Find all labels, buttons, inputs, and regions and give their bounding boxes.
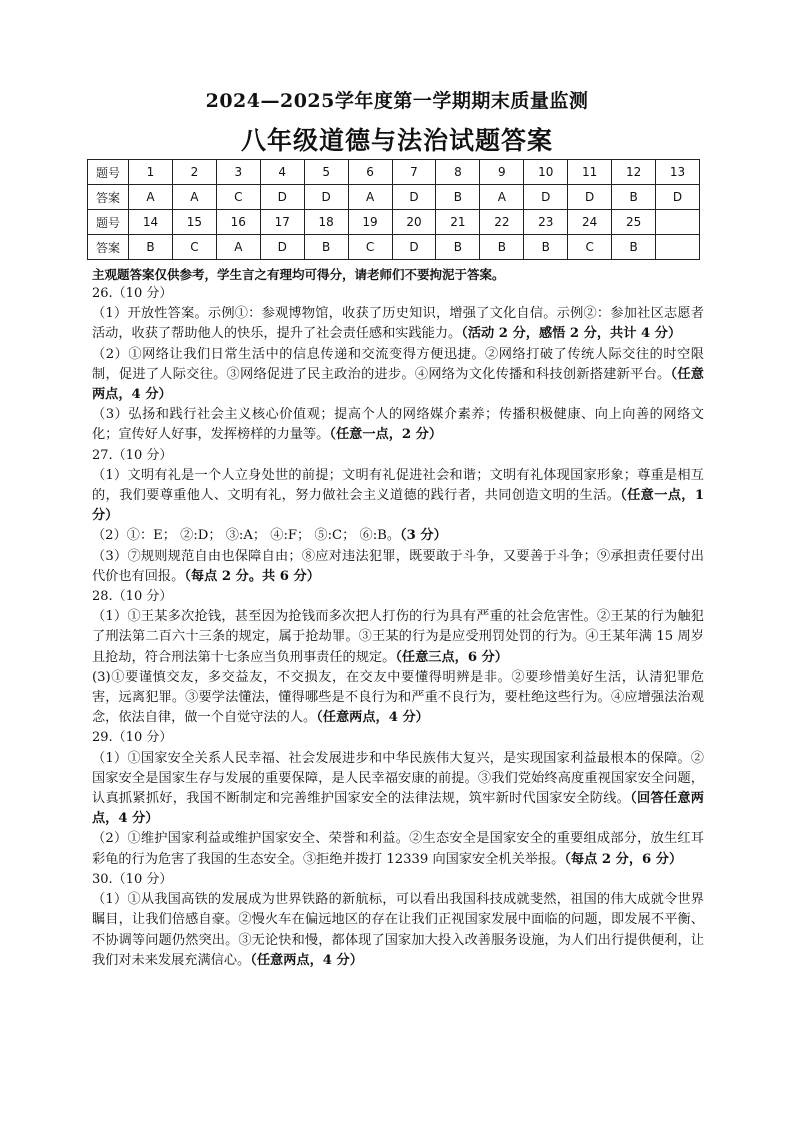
answer-cell: A (216, 235, 260, 260)
score-note: （任意一点，2 分） (329, 427, 443, 443)
answer-paragraph (92, 547, 704, 587)
answer-paragraph (92, 890, 704, 971)
answer-paragraph (92, 829, 704, 869)
question-number: 19 (348, 210, 392, 235)
answer-cell: B (524, 235, 568, 260)
answer-text: （1）①从我国高铁的发展成为世界铁路的新航标，可以看出我国科技成就斐然，祖国的伟大成就令世界瞩目，让我们倍感自豪。②慢火车在偏远地区的存在让我们正视国家发展中面临的问题，即发展不平衡、不协调等问题仍然突出。③无论快和慢，都体现了国家加大投入改善服务设施，为人们出行提供便利，让我们对未来发展充满信心。 (92, 892, 704, 968)
question-number: 7 (392, 160, 436, 185)
answer-paragraph (92, 607, 704, 668)
table-row-numbers-1 (88, 160, 700, 185)
answer-key-title: 八年级道德与法治试题答案 (240, 126, 553, 155)
answer-cell: D (392, 235, 436, 260)
question-heading: 30.（10 分） (92, 871, 173, 887)
answer-text: （1）①国家安全关系人民幸福、社会发展进步和中华民族伟大复兴，是实现国家利益最根本的保障。②国家安全是国家生存与发展的重要保障，是人民幸福安康的前提。③我们党始终高度重视国家安全问题，认真抓紧抓好，我国不断制定和完善维护国家安全的法律法规，筑牢新时代国家安全防线。 (92, 750, 704, 807)
empty-cell (656, 210, 700, 235)
answer-cell: D (524, 185, 568, 210)
subjective-answers (92, 284, 704, 971)
answer-text: （2）①维护国家利益或维护国家安全、荣誉和利益。②生态安全是国家安全的重要组成部分，放生红耳彩龟的行为危害了我国的生态安全。③拒绝并拨打 12339 向国家安全机关举报。 (92, 831, 704, 867)
question-number: 13 (656, 160, 700, 185)
objective-answer-table (87, 159, 700, 260)
question-number: 20 (392, 210, 436, 235)
answer-cell: B (480, 235, 524, 260)
table-row-numbers-2 (88, 210, 700, 235)
answer-cell: C (568, 235, 612, 260)
question-number: 24 (568, 210, 612, 235)
answer-cell: C (216, 185, 260, 210)
row-label: 题号 (88, 210, 129, 235)
empty-cell (656, 235, 700, 260)
answer-text: （1）文明有礼是一个人立身处世的前提；文明有礼促进社会和谐；文明有礼体现国家形象；尊重是相互的，我们要尊重他人、文明有礼，努力做社会主义道德的践行者，共同创造文明的生活。 (92, 467, 704, 504)
answer-text: (3)①要谨慎交友，多交益友，不交损友，在交友中要懂得明辨是非。②要珍惜美好生活，认清犯罪危害，远离犯罪。③要学法懂法，懂得哪些是不良行为和严重不良行为，要杜绝这些行为。④应增强法治观念，依法自律，做一个自觉守法的人。 (92, 669, 704, 726)
question-number: 12 (612, 160, 656, 185)
answer-cell: C (172, 235, 216, 260)
row-label: 答案 (88, 185, 129, 210)
row-label: 答案 (88, 235, 129, 260)
grading-notice: 主观题答案仅供参考，学生言之有理均可得分，请老师们不要拘泥于答案。 (92, 267, 505, 282)
question-number: 6 (348, 160, 392, 185)
answer-text: （2）①网络让我们日常生活中的信息传递和交流变得方便迅捷。②网络打破了传统人际交往的时空限制，促进了人际交往。③网络促进了民主政治的进步。④网络为文化传播和科技创新搭建新平台。 (92, 346, 704, 382)
question-number: 22 (480, 210, 524, 235)
question-number: 15 (172, 210, 216, 235)
score-note: （每点 2 分，6 分） (564, 851, 683, 867)
answer-paragraph (92, 526, 704, 546)
question-number: 21 (436, 210, 480, 235)
question-number: 8 (436, 160, 480, 185)
question-number: 16 (216, 210, 260, 235)
answer-cell: D (260, 185, 304, 210)
answer-paragraph (92, 304, 704, 344)
answer-cell: B (612, 185, 656, 210)
table-row-answers-1 (88, 185, 700, 210)
question-number: 5 (304, 160, 348, 185)
question-number: 23 (524, 210, 568, 235)
score-note: （任意两点，4 分） (250, 952, 363, 968)
answer-paragraph (92, 749, 704, 830)
question-number: 17 (260, 210, 304, 235)
answer-cell: D (392, 185, 436, 210)
answer-cell: B (129, 235, 173, 260)
question-number: 10 (524, 160, 568, 185)
question-heading: 29.（10 分） (92, 730, 173, 746)
answer-cell: B (436, 235, 480, 260)
answer-cell: B (304, 235, 348, 260)
question-number: 18 (304, 210, 348, 235)
answer-text: （2）①：E； ②:D； ③:A； ④:F； ⑤:C； ⑥:B。 (92, 528, 401, 544)
answer-cell: A (480, 185, 524, 210)
answer-text: （1）开放性答案。示例①：参观博物馆，收获了历史知识，增强了文化自信。示例②：参加社区志愿者活动，收获了帮助他人的快乐，提升了社会责任感和实践能力。 (92, 306, 704, 342)
question-number: 11 (568, 160, 612, 185)
answer-text: （1）①王某多次抢钱，甚至因为抢钱而多次把人打伤的行为具有严重的社会危害性。②王某的行为触犯了刑法第二百六十三条的规定，属于抢劫罪。③王某的行为是应受刑罚处罚的行为。④王某年满 15 周岁且抢劫，符合刑法第十七条应当负刑事责任的规定。 (92, 609, 704, 665)
score-note: （任意一点，1 分） (92, 488, 705, 524)
question-heading: 27.（10 分） (92, 447, 173, 463)
answer-cell: A (348, 185, 392, 210)
question-heading: 26.（10 分） (92, 286, 173, 301)
question-number: 3 (216, 160, 260, 185)
answer-paragraph (92, 668, 704, 729)
question-number: 2 (172, 160, 216, 185)
answer-cell: D (568, 185, 612, 210)
question-number: 4 (260, 160, 304, 185)
answer-cell: D (656, 185, 700, 210)
question-number: 14 (129, 210, 173, 235)
answer-cell: C (348, 235, 392, 260)
answer-cell: A (172, 185, 216, 210)
row-label: 题号 (88, 160, 129, 185)
question-number: 9 (480, 160, 524, 185)
answer-cell: D (260, 235, 304, 260)
score-note: （回答任意两点，4 分） (92, 791, 704, 827)
question-heading: 28.（10 分） (92, 589, 173, 605)
answer-cell: A (129, 185, 173, 210)
answer-cell: D (304, 185, 348, 210)
answer-paragraph (92, 466, 704, 527)
table-row-answers-2 (88, 235, 700, 260)
score-note: （任意三点，6 分） (395, 649, 508, 665)
score-note: （任意两点，4 分） (92, 366, 704, 403)
question-number: 25 (612, 210, 656, 235)
score-note: （每点 2 分。共 6 分） (184, 568, 320, 584)
exam-title: 2024—2025学年度第一学期期末质量监测 (205, 90, 589, 112)
answer-text: （3）弘扬和践行社会主义核心价值观；提高个人的网络媒介素养；传播积极健康、向上向善的网络文化；宣传好人好事，发挥榜样的力量等。 (92, 407, 704, 443)
score-note: （任意两点，4 分） (316, 710, 429, 726)
answer-text: （3）⑦规则规范自由也保障自由；⑧应对违法犯罪，既要敢于斗争，又要善于斗争；⑨承担责任要付出代价也有回报。 (92, 548, 704, 584)
score-note: （活动 2 分，感悟 2 分，共计 4 分） (461, 326, 682, 342)
answer-cell: B (436, 185, 480, 210)
answer-cell: B (612, 235, 656, 260)
score-note: （3 分） (400, 528, 447, 544)
answer-paragraph (92, 345, 704, 406)
question-number: 1 (129, 160, 173, 185)
answer-paragraph (92, 405, 704, 445)
